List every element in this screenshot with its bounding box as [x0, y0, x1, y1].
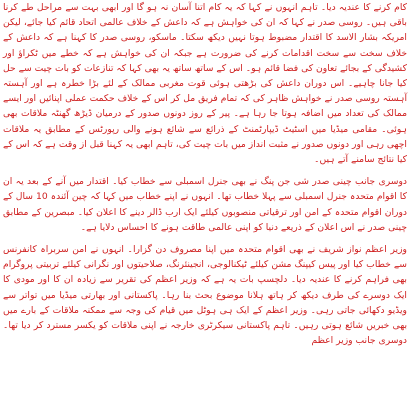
article-paragraph: وزیر اعظم نواز شریف نے بھی اقوام متحدہ میں اپنا مصروف دن گزارا۔ انہوں نے امن سربراہ کانفرنس سے خطاب کیا اور پیس کیپنگ مشن کیلئے ٹیکنالوجی، انجینئرنگ، صلاحیتوں اور نگرانی کیلئے تربیتی پروگرام بھی فراہم کرنے کا عندیہ دیا۔ دلچسپ بات یہ ہے کہ وزیر اعظم کی تقریر سے زیادہ ان کا اور مودی کا ایک دوسرے کی طرف دیکھ کر ہاتھ ہلانا موضوع بحث بنا رہا۔ پاکستانی اور بھارتی میڈیا میں تواتر سے ویڈیو دکھائی جاتی رہی۔ وزیر اعظم کے ایک ہی ہوٹل میں قیام کی وجہ سے ممکنہ ملاقات کے بارے میں بھی خبریں شائع ہوتی رہیں۔ تاہم پاکستانی سیکرٹری خارجہ نے اپنی ملاقات کو یکسر مسترد کر دیا تھا۔ دوسری جانب وزیر اعظم	[3, 244, 407, 347]
article-paragraph: کام کرنے کا عندیہ دیا۔ تاہم انہوں نے کہا کہ یہ کام اتنا آسان نہ ہو گا اور ابھی بہت سے مراحل طے کرنا باقی ہیں۔ روسی صدر نے کہا کہ ان کی خواہش ہے کہ داعش کے خلاف عالمی اتحاد قائم کیا جائے، لیکن امریکہ بشار الاسد کا اقتدار مضبوط ہوتا نہیں دیکھ سکتا۔ ماسکو، روسی صدر کا کہنا ہے کہ داعش کے خلاف سخت سے سخت اقدامات کرنے کی ضرورت ہے جبکہ ان کی خواہش ہے کہ خطے میں ٹکراؤ اور کشیدگی کے بجائے تعاون کی فضا قائم ہو۔ اس کے ساتھ ساتھ یہ بھی کہا کہ تنازعات کو بات چیت سے حل کیا جانا چاہیے۔ اس دوران داعش کی بڑھتی ہوئی قوت مغربی ممالک کے لئے بڑا خطرہ ہے اور آہستہ آہستہ روسی صدر نے خواہش ظاہر کی کہ تمام فریق مل کر اس کے خلاف حکمت عملی اپنائیں اور ایسے ممالک کی تعداد میں اضافہ ہوتا جا رہا ہے۔ پیر کے روز دونوں صدور کے درمیان ڈیڑھ گھنٹہ ملاقات بھی ہوئی۔ مقامی میڈیا میں اسٹیٹ ڈیپارٹمنٹ کے ذرائع سے شائع ہونے والی رپورٹس کے مطابق یہ ملاقات اچھی رہی اور دونوں صدور نے مثبت انداز میں بات چیت کی، تاہم ابھی یہ کہنا قبل از وقت ہے کہ اس کے کیا نتائج سامنے آتے ہیں۔	[3, 2, 407, 166]
article-paragraph: دوسری جانب چینی صدر شی جن پنگ نے بھی جنرل اسمبلی سے خطاب کیا۔ اقتدار میں آنے کے بعد یہ ان کا اقوام متحدہ جنرل اسمبلی سے پہلا خطاب تھا۔ انہوں نے اپنے خطاب میں کہا کہ چین آئندہ 10 سال کے دوران اقوام متحدہ کے امن اور ترقیاتی منصوبوں کیلئے ایک ارب ڈالر دینے کا اعلان کیا۔ مبصرین کے مطابق چینی صدر نے اس اعلان کے ذریعے دنیا کو اپنی عالمی طاقت ہونے کا احساس دلایا ہے۔	[3, 176, 407, 233]
